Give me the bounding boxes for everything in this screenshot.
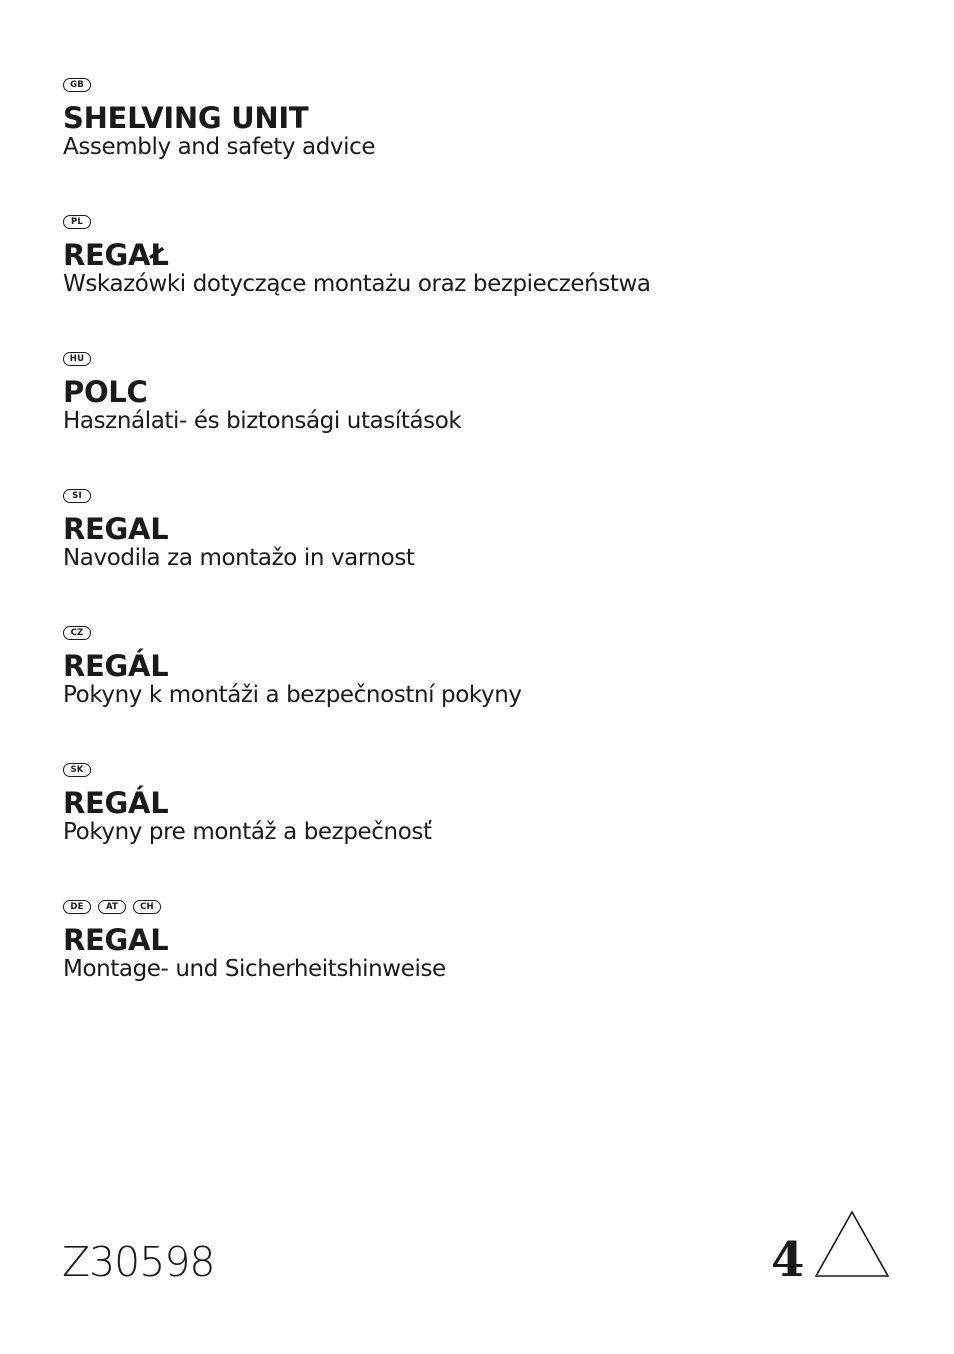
- section-subtitle: Assembly and safety advice: [63, 134, 376, 160]
- country-badge: HU: [63, 352, 91, 366]
- country-badges: [63, 350, 903, 368]
- section-si: [63, 487, 903, 624]
- country-badge: SK: [63, 763, 91, 777]
- section-subtitle: Navodila za montažo in varnost: [63, 545, 415, 571]
- country-badges: [63, 487, 903, 505]
- section-subtitle: Pokyny pre montáž a bezpečnosť: [63, 819, 432, 845]
- section-subtitle: Pokyny k montáži a bezpečnostní pokyny: [63, 682, 522, 708]
- country-badge: CZ: [63, 626, 91, 640]
- country-badge: PL: [63, 215, 91, 229]
- country-badges: [63, 213, 903, 231]
- country-badge: AT: [98, 900, 126, 914]
- section-sk: [63, 761, 903, 898]
- country-badge: DE: [63, 900, 91, 914]
- country-badges: [63, 761, 903, 779]
- section-gb: [63, 76, 903, 213]
- section-title: REGAL: [63, 512, 169, 546]
- logo-number: 4: [771, 1232, 805, 1288]
- country-badges: [63, 76, 903, 94]
- section-title: POLC: [63, 375, 148, 409]
- section-cz: [63, 624, 903, 761]
- language-sections: [63, 76, 903, 1035]
- country-badge: GB: [63, 78, 91, 92]
- section-pl: [63, 213, 903, 350]
- section-title: REGÁL: [63, 786, 169, 820]
- country-badge: SI: [63, 489, 91, 503]
- country-badges: [63, 898, 903, 916]
- section-title: REGÁL: [63, 649, 169, 683]
- section-subtitle: Használati- és biztonsági utasítások: [63, 408, 462, 434]
- model-number: Z30598: [62, 1238, 215, 1286]
- triangle-outline-icon: [814, 1210, 890, 1278]
- section-de-at-ch: [63, 898, 903, 1035]
- section-title: SHELVING UNIT: [63, 101, 309, 135]
- section-title: REGAL: [63, 923, 169, 957]
- section-subtitle: Montage- und Sicherheitshinweise: [63, 956, 446, 982]
- country-badges: [63, 624, 903, 642]
- section-hu: [63, 350, 903, 487]
- country-badge: CH: [133, 900, 161, 914]
- section-title: REGAŁ: [63, 238, 169, 272]
- section-subtitle: Wskazówki dotyczące montażu oraz bezpieczeństwa: [63, 271, 651, 297]
